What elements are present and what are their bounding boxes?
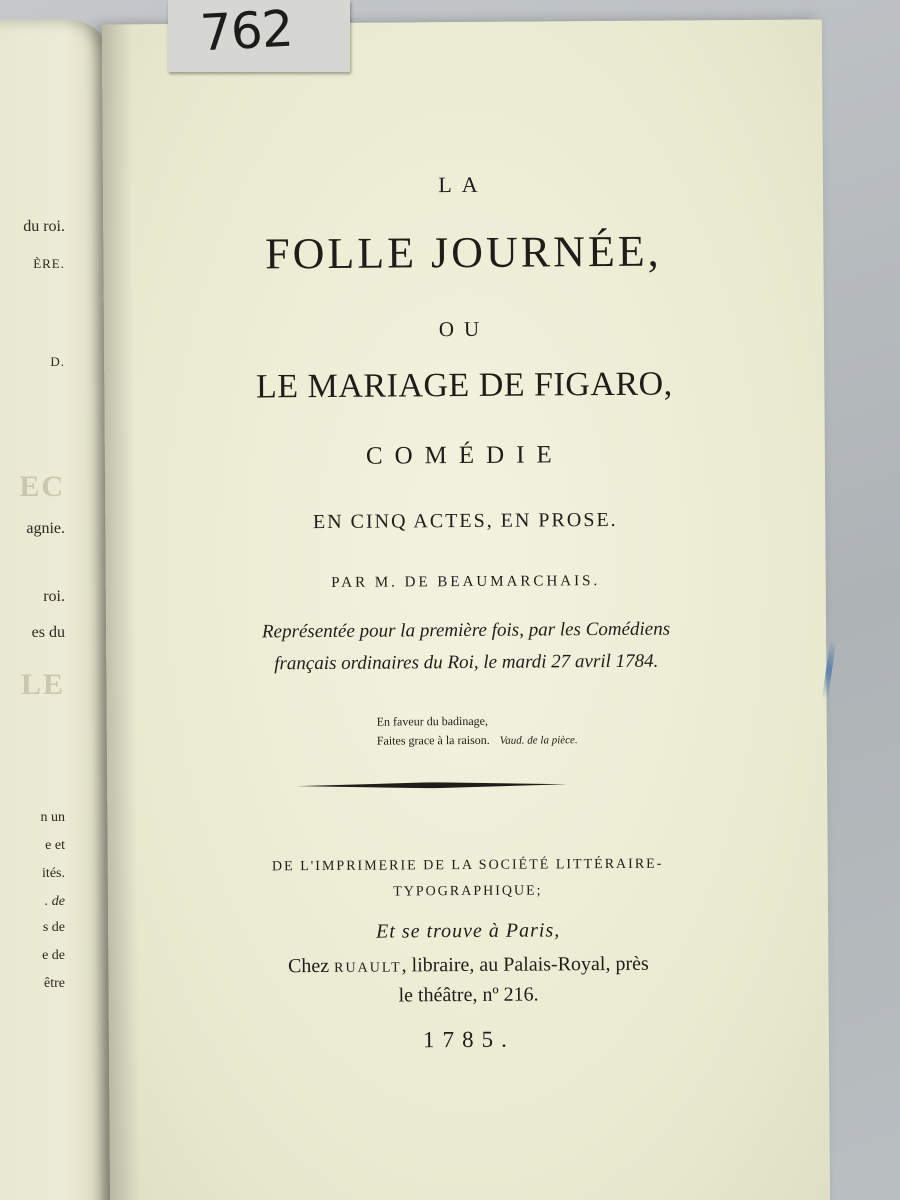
publication-year: 1785. [422,1026,515,1053]
bookseller-prefix: Chez [287,954,330,978]
performance-line-1: Représentée pour la première fois, par les Comédiens [261,618,671,643]
left-page-line: s de [42,920,65,935]
printer-line-2: TYPOGRAPHIQUE; [393,883,543,900]
subtitle: LE MARIAGE DE FIGARO, [255,365,673,406]
epigraph-text: Faites grace à la raison. [376,732,490,748]
left-page-line: D. [50,354,65,369]
left-page-line: e de [42,948,65,963]
left-page-line: ÈRE. [33,256,65,271]
epigraph-source: Vaud. de la pièce. [499,734,578,747]
epigraph-line-2 [377,732,677,749]
left-page-line: EC [19,470,65,503]
ornamental-rule [297,781,567,789]
left-page-line: es du [31,624,65,641]
title-page [102,20,830,1200]
bookseller-line [108,951,828,979]
catalog-number: 762 [198,0,294,63]
title-article: LA [438,171,488,198]
left-page-line: du roi. [23,218,65,235]
bookseller-name: RUAULT [334,960,402,976]
left-page-line: LE [20,668,65,701]
left-page-line: roi. [43,588,65,605]
left-page [0,20,110,1200]
author-line: PAR M. DE BEAUMARCHAIS. [331,573,601,591]
epigraph-line-1: En faveur du badinage, [376,713,489,729]
performance-line-2: français ordinaires du Roi, le mardi 27 avril 1784. [274,650,659,675]
title-conjunction: OU [438,316,490,342]
left-page-line: ités. [42,866,65,881]
left-page-line: e et [45,838,65,853]
bookseller-suffix: , libraire, au Palais-Royal, près [401,952,649,977]
left-page-line: n un [40,810,65,825]
catalog-label [168,0,350,72]
genre: COMÉDIE [365,441,564,470]
left-page-line: . de [44,894,65,909]
left-page-line: être [44,976,65,991]
main-title: FOLLE JOURNÉE, [265,226,662,279]
place-line: Et se trouve à Paris, [376,919,561,943]
address-line: le théâtre, nº 216. [398,983,539,1007]
left-page-line: agnie. [26,520,65,537]
acts-description: EN CINQ ACTES, EN PROSE. [312,508,618,534]
printer-line-1: DE L'IMPRIMERIE DE LA SOCIÉTÉ LITTÉRAIRE- [271,856,664,875]
